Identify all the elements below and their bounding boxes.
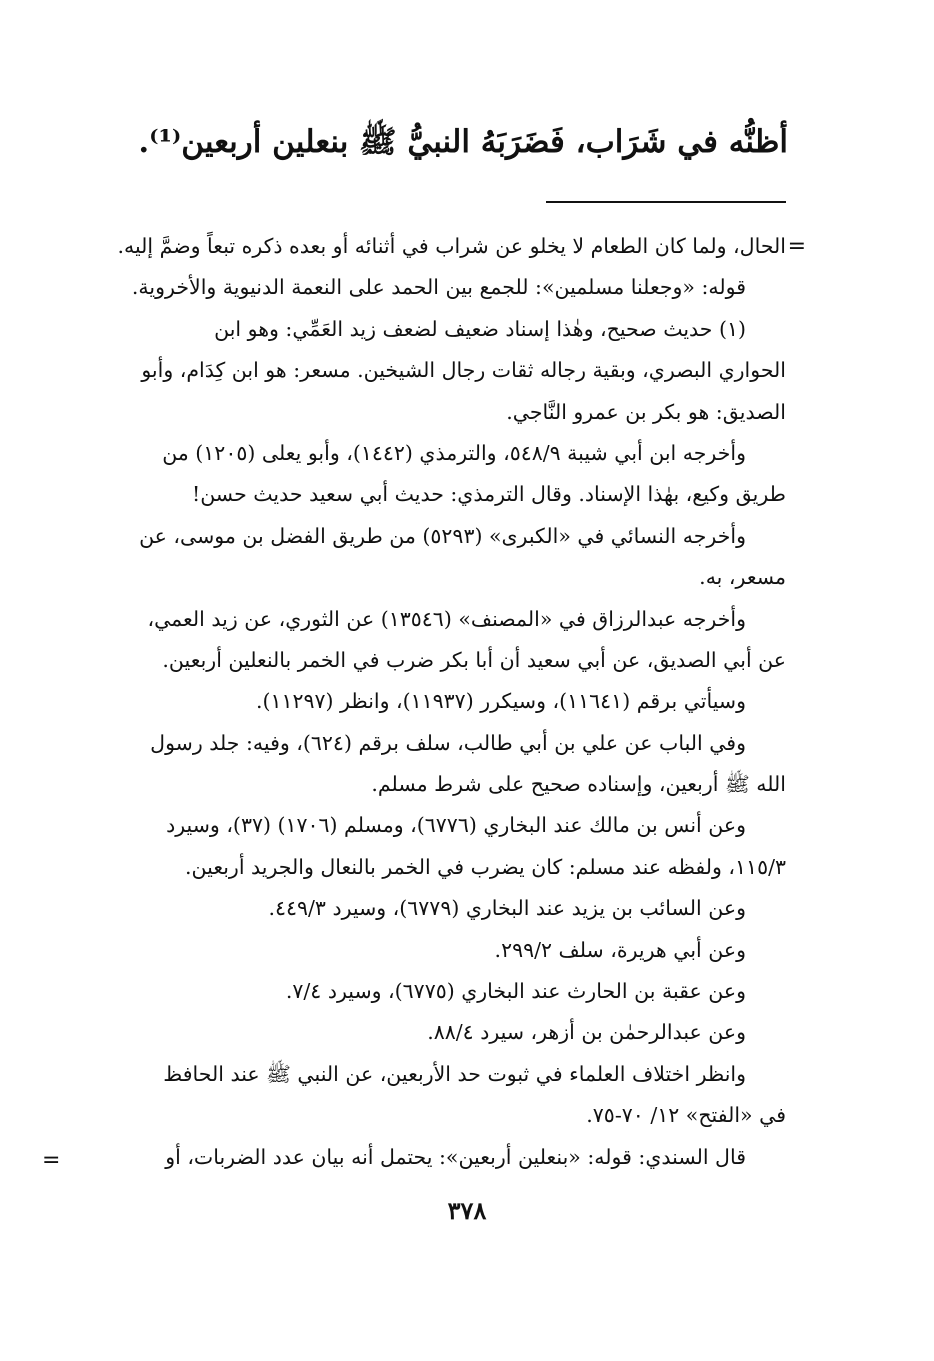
continuation-marker-top: = (787, 234, 806, 259)
main-hadith-text: أظنُّه في شَرَاب، فَضَرَبَهُ النبيُّ ﷺ بنعلين أربعين⁽¹⁾. (138, 124, 788, 160)
footnote-line: وانظر اختلاف العلماء في ثبوت حد الأربعين، عن النبي ﷺ عند الحافظ (163, 1061, 746, 1086)
page-number: ٣٧٨ (447, 1196, 487, 1225)
footnote-line: وعن أبي هريرة، سلف ٢٩٩/٢. (494, 937, 746, 962)
footnote-line: قال السندي: قوله: «بنعلين أربعين»: يحتمل أنه بيان عدد الضربات، أو (165, 1144, 746, 1169)
footnote-line: وعن عقبة بن الحارث عند البخاري (٦٧٧٥)، وسيرد ٧/٤. (285, 979, 746, 1004)
footnote-line: في «الفتح» ١٢/ ٧٠-٧٥. (586, 1103, 786, 1128)
footnote-line: الحواري البصري، وبقية رجاله ثقات رجال الشيخين. مسعر: هو ابن كِدَام، وأبو (141, 358, 786, 383)
footnote-line: طريق وكيع، بهٰذا الإسناد. وقال الترمذي: حديث أبي سعيد حديث حسن! (191, 482, 786, 507)
footnote-line: وأخرجه ابن أبي شيبة ٥٤٨/٩، والترمذي (١٤٤٢)، وأبو يعلى (١٢٠٥) من (162, 440, 746, 465)
footnote-line: ١١٥/٣، ولفظه عند مسلم: كان يضرب في الخمر بالنعال والجريد أربعين. (185, 854, 786, 879)
continuation-marker-bottom: = (42, 1148, 61, 1173)
footnote-line: الحال، ولما كان الطعام لا يخلو عن شراب في أثنائه أو بعده ذكره تبعاً وضمَّ إليه. (117, 234, 786, 258)
footnote-line: مسعر، به. (699, 565, 786, 590)
footnote-line: (١) حديث صحيح، وهٰذا إسناد ضعيف لضعف زيد العَمِّي: وهو ابن (214, 316, 746, 341)
footnote-line: وعن عبدالرحمٰن بن أزهر، سيرد ٨٨/٤. (427, 1020, 746, 1045)
footnote-line: وأخرجه النسائي في «الكبرى» (٥٢٩٣) من طريق الفضل بن موسى، عن (139, 523, 746, 548)
footnote-line: وعن أنس بن مالك عند البخاري (٦٧٧٦)، ومسلم (١٧٠٦) (٣٧)، وسيرد (166, 813, 746, 838)
footnote-line: الله ﷺ أربعين، وإسناده صحيح على شرط مسلم. (371, 772, 786, 797)
footnotes-block (80, 226, 786, 1178)
footnote-line: وأخرجه عبدالرزاق في «المصنف» (١٣٥٤٦) عن الثوري، عن زيد العمي، (147, 606, 746, 631)
footnote-line: الصديق: هو بكر بن عمرو النَّاجي. (506, 399, 786, 424)
footnote-line: قوله: «وجعلنا مسلمين»: للجمع بين الحمد على النعمة الدنيوية والأخروية. (131, 275, 746, 300)
footnote-line: وعن السائب بن يزيد عند البخاري (٦٧٧٩)، وسيرد ٤٤٩/٣. (268, 896, 746, 921)
footnote-line: عن أبي الصديق، عن أبي سعيد أن أبا بكر ضرب في الخمر بالنعلين أربعين. (162, 647, 786, 672)
footnote-separator (546, 201, 786, 203)
footnote-line: وفي الباب عن علي بن أبي طالب، سلف برقم (٦٢٤)، وفيه: جلد رسول (150, 730, 746, 755)
footnote-line: وسيأتي برقم (١١٦٤١)، وسيكرر (١١٩٣٧)، وانظر (١١٢٩٧). (255, 689, 746, 714)
